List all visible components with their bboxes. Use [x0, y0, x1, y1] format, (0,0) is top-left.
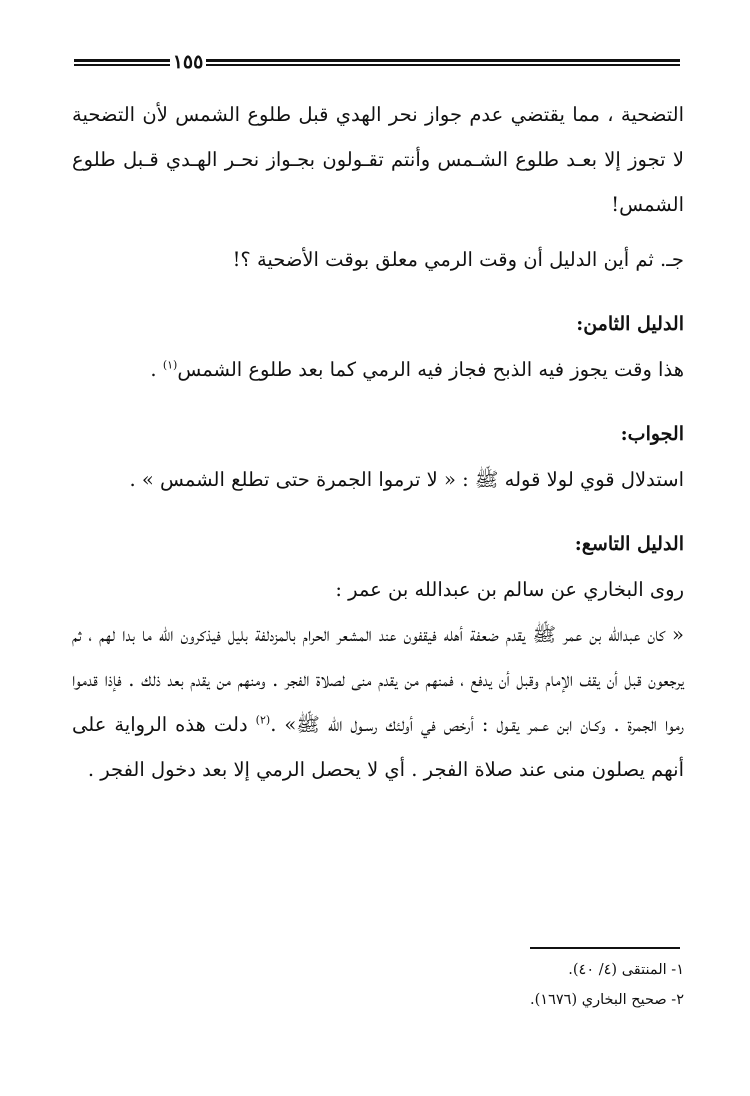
- page-body: [72, 92, 684, 792]
- page-number: ١٥٥: [172, 51, 204, 73]
- footnote-2: ٢- صحيح البخاري (١٦٧٦).: [530, 992, 684, 1008]
- paragraph-question: جـ. ثم أين الدليل أن وقت الرمي معلق بوقت الأضحية ؟!: [232, 248, 684, 271]
- footnote-ref-2: (٢): [255, 713, 271, 727]
- footnote-ref-1: (١): [162, 358, 178, 372]
- page-header: [74, 50, 680, 74]
- paragraph-answer: استدلال قوي لولا قوله ﷺ : « لا ترموا الجمرة حتى تطلع الشمس » .: [129, 468, 684, 491]
- eighth-evidence-text: هذا وقت يجوز فيه الذبح فجاز فيه الرمي كما بعد طلوع الشمس: [177, 358, 684, 381]
- paragraph-hadith: [72, 612, 684, 792]
- header-rule-right-thin: [74, 64, 170, 66]
- header-rule-right: [74, 59, 170, 62]
- heading-answer: الجواب:: [620, 423, 684, 445]
- heading-ninth-evidence: الدليل التاسع:: [574, 533, 684, 555]
- heading-eighth-evidence: الدليل الثامن:: [576, 313, 684, 335]
- hadith-commentary: دلت هذه الرواية على أنهم يصلون منى عند صلاة الفجر . أي لا يحصل الرمي إلا بعد دخول الفجر .: [72, 713, 684, 781]
- paragraph-bukhari-intro: روى البخاري عن سالم بن عبدالله بن عمر :: [335, 578, 684, 601]
- header-rule-left-thin: [206, 64, 680, 66]
- paragraph-eighth-evidence: هذا وقت يجوز فيه الذبح فجاز فيه الرمي كما بعد طلوع الشمس$^{(١)}$ .: [150, 358, 684, 381]
- footnotes: [72, 955, 684, 1015]
- hadith-text: « كان عبدالله بن عمر ﷺ يقدم ضعفة أهله فيقفون عند المشعر الحرام بالمزدلفة بليل فيذكرون الله ما بدا لهم ، ثم يرجعون قبل أن يقف الإمام وقبل أن يدفع ، فمنهم من يقدم منى لصلاة الفجر . ومنهم من يقدم بعد ذلك . فإذا قدموا رموا الجمرة . وكـان ابن عـمر يقـول : أرخص في أولئك رسـول الله ﷺ» .: [72, 623, 684, 736]
- header-rule-left: [206, 59, 680, 62]
- footnote-1: ١- المنتقى (٤/ ٤٠).: [568, 962, 684, 978]
- footnote-divider: [530, 947, 680, 949]
- paragraph-sacrifice-timing: التضحية ، مما يقتضي عدم جواز نحر الهدي قبل طلوع الشمس لأن التضحية لا تجوز إلا بعـد طلوع الشـمس وأنتم تقـولون بجـواز نحـر الهـدي قـبل طلوع الشمس!: [72, 103, 684, 216]
